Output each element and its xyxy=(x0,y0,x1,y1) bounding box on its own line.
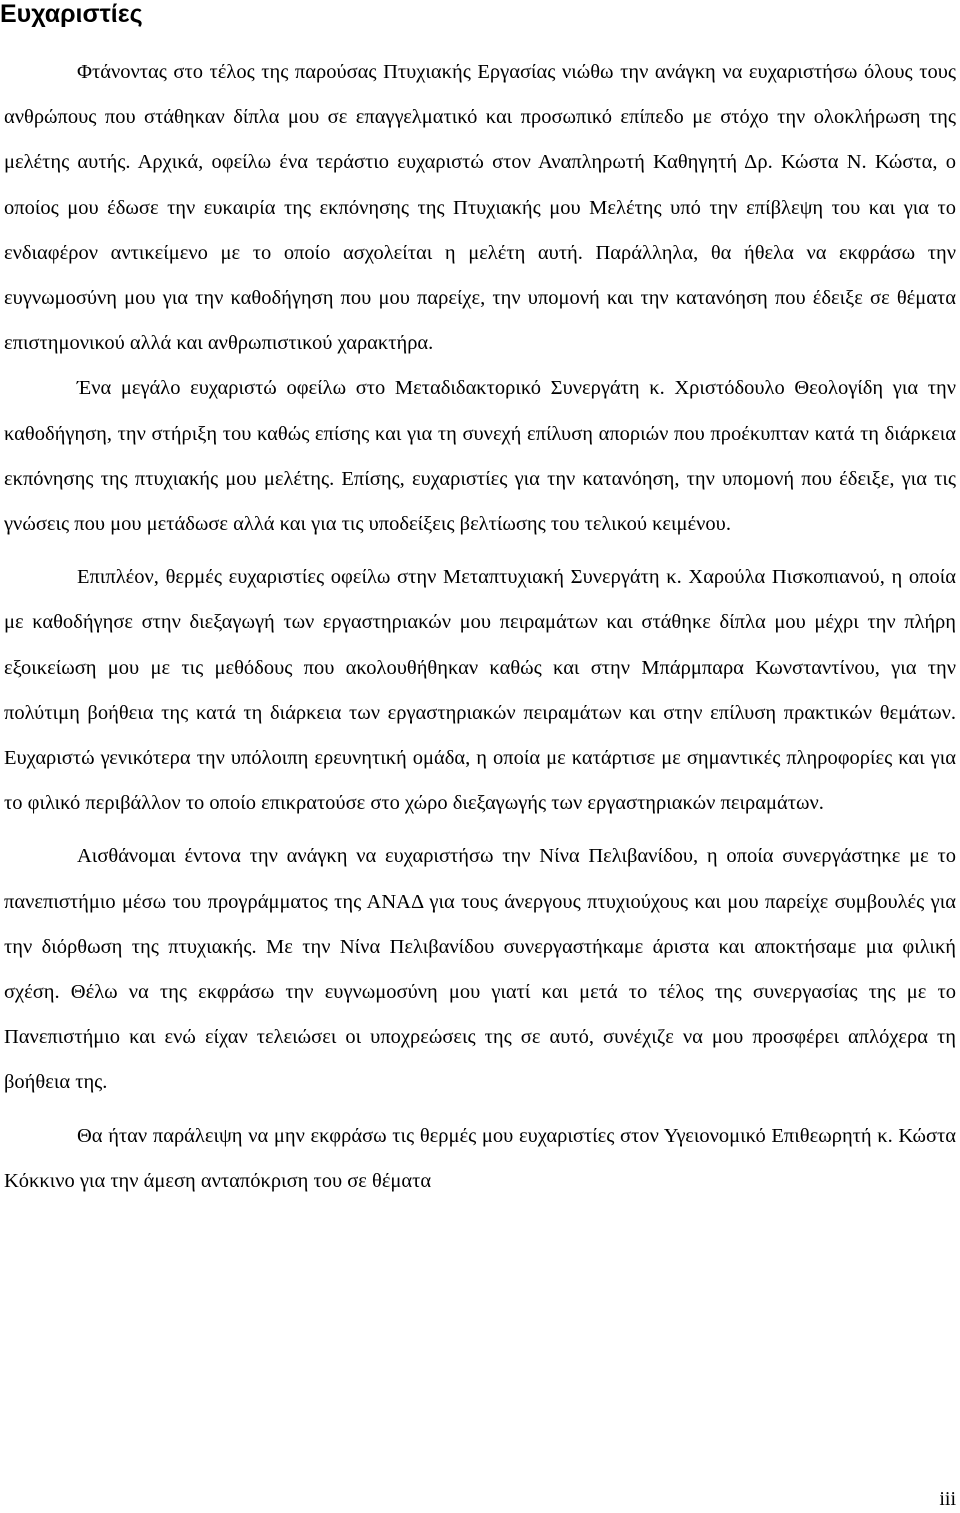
page-number: iii xyxy=(939,1488,956,1510)
paragraph-2: Ένα μεγάλο ευχαριστώ οφείλω στο Μεταδιδακτορικό Συνεργάτη κ. Χριστόδουλο Θεολογίδη για την καθοδήγηση, την στήριξη του καθώς επίσης και για τη συνεχή επίλυση αποριών που προέκυπταν κατά τη διάρκεια εκπόνησης της πτυχιακής μου μελέτης. Επίσης, ευχαριστίες για την κατανόηση, την υπομονή που έδειξε, για τις γνώσεις που μου μετάδωσε αλλά και για τις υποδείξεις βελτίωσης του τελικού κειμένου. xyxy=(4,377,956,536)
page-heading: Ευχαριστίες xyxy=(0,0,143,28)
paragraph-1: Φτάνοντας στο τέλος της παρούσας Πτυχιακής Εργασίας νιώθω την ανάγκη να ευχαριστήσω όλους τους ανθρώπους που στάθηκαν δίπλα μου σε επαγγελματικό και προσωπικό επίπεδο με στόχο την ολοκλήρωση της μελέτης αυτής. Αρχικά, οφείλω ένα τεράστιο ευχαριστώ στον Αναπληρωτή Καθηγητή Δρ. Κώστα Ν. Κώστα, ο οποίος μου έδωσε την ευκαιρία της εκπόνησης της Πτυχιακής μου Μελέτης υπό την επίβλεψη του και για το ενδιαφέρον αντικείμενο με το οποίο ασχολείται η μελέτη αυτή. Παράλληλα, θα ήθελα να εκφράσω την ευγνωμοσύνη μου για την καθοδήγηση που μου παρείχε, την υπομονή και την κατανόηση που έδειξε σε θέματα επιστημονικού αλλά και ανθρωπιστικού χαρακτήρα. xyxy=(4,61,956,355)
paragraph-4: Αισθάνομαι έντονα την ανάγκη να ευχαριστήσω την Νίνα Πελιβανίδου, η οποία συνεργάστηκε με το πανεπιστήμιο μέσω του προγράμματος της ΑΝΑΔ για τους άνεργους πτυχιούχους και μου παρείχε συμβουλές για την διόρθωση της πτυχιακής. Με την Νίνα Πελιβανίδου συνεργαστήκαμε άριστα και αποκτήσαμε μια φιλική σχέση. Θέλω να της εκφράσω την ευγνωμοσύνη μου γιατί και μετά το τέλος της συνεργασίας της με το Πανεπιστήμιο και ενώ είχαν τελειώσει οι υποχρεώσεις της σε αυτό, συνέχιζε να μου προσφέρει απλόχερα τη βοήθεια της. xyxy=(4,845,956,1094)
document-body xyxy=(4,50,956,1204)
paragraph-5: Θα ήταν παράλειψη να μην εκφράσω τις θερμές μου ευχαριστίες στον Υγειονομικό Επιθεωρητή κ. Κώστα Κόκκινο για την άμεση ανταπόκριση του σε θέματα xyxy=(4,1124,956,1192)
paragraph-3: Επιπλέον, θερμές ευχαριστίες οφείλω στην Μεταπτυχιακή Συνεργάτη κ. Χαρούλα Πισκοπιανού, η οποία με καθοδήγησε στην διεξαγωγή των εργαστηριακών μου πειραμάτων και στάθηκε δίπλα μου μέχρι την πλήρη εξοικείωση μου με τις μεθόδους που ακολουθήθηκαν καθώς και στην Μπάρμπαρα Κωνσταντίνου, για την πολύτιμη βοήθεια της κατά τη διάρκεια των εργαστηριακών πειραμάτων και στην επίλυση πρακτικών θεμάτων. Ευχαριστώ γενικότερα την υπόλοιπη ερευνητική ομάδα, η οποία με κατάρτισε με σημαντικές πληροφορίες και για το φιλικό περιβάλλον το οποίο επικρατούσε στο χώρο διεξαγωγής των εργαστηριακών πειραμάτων. xyxy=(4,566,956,815)
